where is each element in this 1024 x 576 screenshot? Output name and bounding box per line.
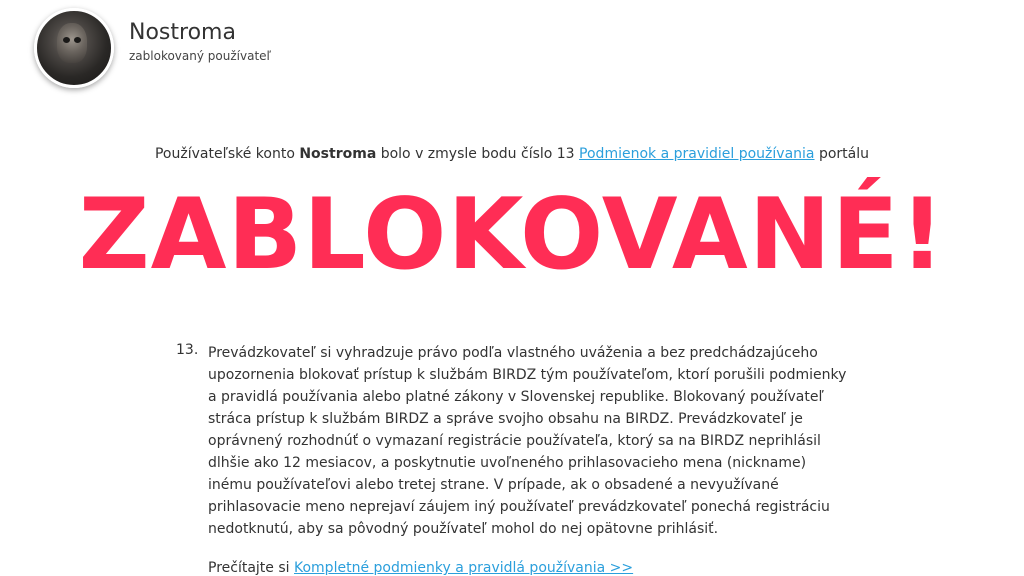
notice-middle: bolo v zmysle bodu číslo 13: [380, 146, 575, 162]
read-more-prefix: Prečítajte si: [208, 560, 290, 576]
avatar-eye: [74, 37, 81, 43]
avatar-eye: [63, 37, 70, 43]
full-terms-link[interactable]: Kompletné podmienky a pravidlá používania >>: [294, 560, 634, 576]
user-name[interactable]: Nostroma: [129, 20, 236, 45]
rule-text: Prevádzkovateľ si vyhradzuje právo podľa vlastného uváženia a bez predchádzajúceho upozornenia blokovať prístup k službám BIRDZ tým používateľom, ktorí porušili podmienky a pravidlá používania alebo platné zákony v Slovenskej republike. Blokovaný používateľ stráca prístup k službám BIRDZ a správe svojho obsahu na BIRDZ. Prevádzkovateľ je oprávnený rozhodnúť o vymazaní registrácie používateľa, ktorý sa na BIRDZ neprihlásil dlhšie ako 12 mesiacov, a poskytnutie uvoľneného prihlasovacieho mena (nickname) inému používateľovi alebo tretej strane. V prípade, ak o obsadené a nevyužívané prihlasovacie meno neprejaví záujem iný používateľ prevádzkovateľ ponechá registráciu nedotknutú, aby sa pôvodný používateľ mohol do nej opätovne prihlásiť.: [208, 345, 847, 537]
notice-username: Nostroma: [299, 146, 377, 162]
notice-prefix: Používateľské konto: [154, 146, 295, 162]
block-notice: [0, 146, 1024, 162]
terms-link[interactable]: Podmienok a pravidiel používania: [579, 146, 815, 162]
avatar[interactable]: [34, 8, 114, 88]
profile-header: [34, 8, 271, 88]
rule-number: 13.: [176, 342, 199, 358]
read-more: [208, 560, 633, 576]
user-info: [129, 20, 271, 63]
avatar-face-image: [57, 23, 87, 63]
notice-suffix: portálu: [818, 146, 870, 162]
user-status: zablokovaný používateľ: [129, 49, 272, 63]
blocked-banner: ZABLOKOVANÉ!: [78, 178, 946, 292]
